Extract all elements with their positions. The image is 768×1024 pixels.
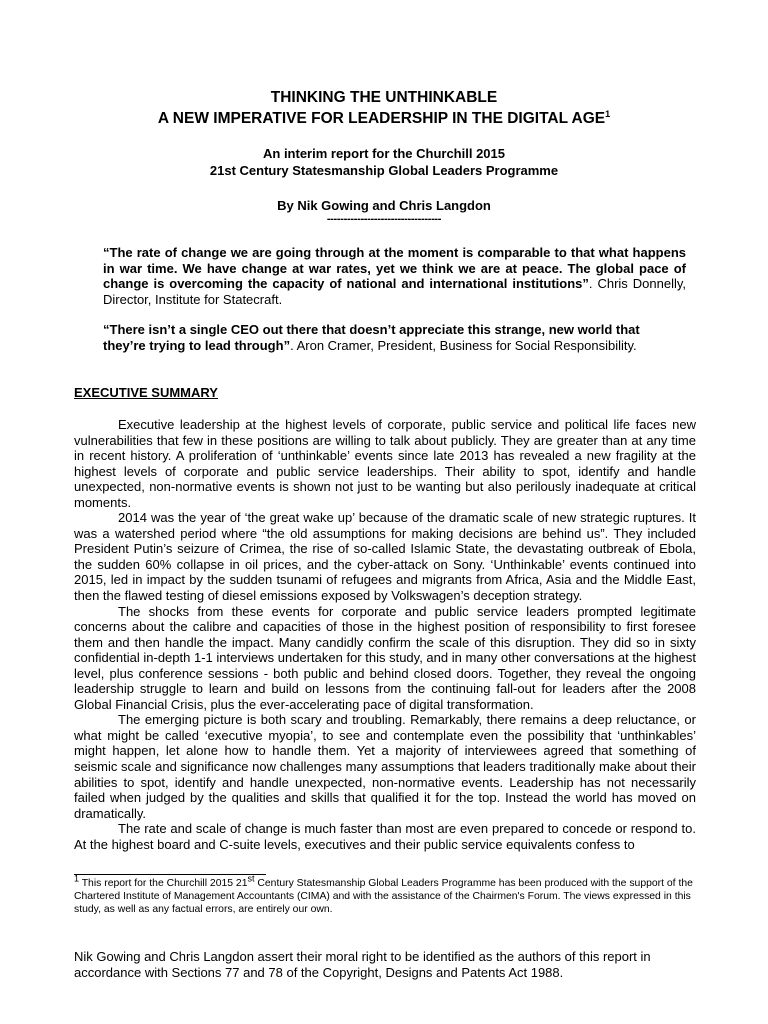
quote-1-text: “The rate of change we are going through at the moment is comparable to that what happens in war time. We have change at war rates, yet we think we are at peace. The global pace of change is overcoming the capacity of national and international institutions” xyxy=(103,245,686,292)
byline: By Nik Gowing and Chris Langdon xyxy=(277,198,491,213)
quote-1-attribution: . Chris Donnelly, Director, Institute for Statecraft. xyxy=(103,276,686,307)
title-line-2 xyxy=(0,109,768,128)
title-line-1: THINKING THE UNTHINKABLE xyxy=(270,89,498,106)
subtitle-line-2: 21st Century Statesmanship Global Leaders Programme xyxy=(209,163,559,178)
executive-summary-body xyxy=(74,417,696,852)
subtitle-line-1: An interim report for the Churchill 2015 xyxy=(263,146,505,161)
footnote xyxy=(74,873,700,916)
quote-1 xyxy=(103,245,686,307)
footnote-ordinal: st xyxy=(247,873,255,884)
quote-2-text: “There isn’t a single CEO out there that doesn’t appreciate this strange, new world that they’re trying to lead through” xyxy=(103,322,640,353)
quote-2-attribution: . Aron Cramer, President, Business for Social Responsibility. xyxy=(290,337,637,353)
footnote-marker: 1 xyxy=(74,873,80,884)
section-heading: EXECUTIVE SUMMARY xyxy=(74,385,218,400)
title-footnote-marker: 1 xyxy=(605,108,611,119)
footnote-text-1: This report for the Churchill 2015 21 xyxy=(79,878,248,889)
paragraph: Executive leadership at the highest levels of corporate, public service and political life faces new vulnerabilities that few in these positions are willing to talk about publicly. They are greater than at any time in recent history. A proliferation of ‘unthinkable’ events since late 2013 has revealed a new fragility at the highest levels of corporate and public service leaderships. Their ability to spot, identify and handle unexpected, non-normative events is shown not just to be wanting but also perilously inadequate at critical moments. xyxy=(74,417,696,510)
title-line-2-text: A NEW IMPERATIVE FOR LEADERSHIP IN THE DIGITAL AGE xyxy=(157,110,606,127)
footnote-text-2: Century Statesmanship Global Leaders Programme has been produced with the support of the Chartered Institute of Management Accountants (CIMA) and with the assistance of the Chairmen's Forum. The views expressed in this study, as well as any factual errors, are entirely our own. xyxy=(74,878,693,915)
paragraph: The emerging picture is both scary and troubling. Remarkably, there remains a deep reluctance, or what might be called ‘executive myopia’, to see and contemplate even the possibility that ‘unthinkables’ might happen, let alone how to handle them. Yet a majority of interviewees agreed that something of seismic scale and significance now challenges many assumptions that leaders traditionally make about their abilities to spot, identify and handle unexpected, non-normative events. Leadership has not necessarily failed when judged by the qualities and skills that qualified it for the top. Instead the world has moved on dramatically. xyxy=(74,712,696,821)
footnote-divider xyxy=(74,874,266,875)
separator: ---------------------------------- xyxy=(326,213,442,225)
moral-rights-statement: Nik Gowing and Chris Langdon assert their moral right to be identified as the authors of this report in accordance with Sections 77 and 78 of the Copyright, Designs and Patents Act 1988. xyxy=(74,949,651,980)
quote-2 xyxy=(103,322,663,353)
paragraph: 2014 was the year of ‘the great wake up’ because of the dramatic scale of new strategic ruptures. It was a watershed period where “the old assumptions for making decisions are behind us”. They included President Putin’s seizure of Crimea, the rise of so-called Islamic State, the devastating outbreak of Ebola, the sudden 60% collapse in oil prices, and the cyber-attack on Sony. ‘Unthinkable’ events continued into 2015, led in impact by the sudden tsunami of refugees and migrants from Africa, Asia and the Middle East, then the flawed testing of diesel emissions exposed by Volkswagen’s deception strategy. xyxy=(74,510,696,604)
paragraph: The shocks from these events for corporate and public service leaders prompted legitimate concerns about the calibre and capacities of those in the highest position of responsibility to first foresee them and then handle the impact. Many candidly confirm the scale of this disruption. They did so in sixty confidential in-depth 1-1 interviews undertaken for this study, and in many other conversations at the highest level, plus conference sessions - both public and behind closed doors. Together, they reveal the ongoing leadership struggle to learn and build on lessons from the continuing fall-out for leaders after the 2008 Global Financial Crisis, plus the ever-accelerating pace of digital transformation. xyxy=(74,603,696,712)
paragraph: The rate and scale of change is much faster than most are even prepared to concede or respond to. At the highest board and C-suite levels, executives and their public service equivalents confess to xyxy=(74,821,696,852)
